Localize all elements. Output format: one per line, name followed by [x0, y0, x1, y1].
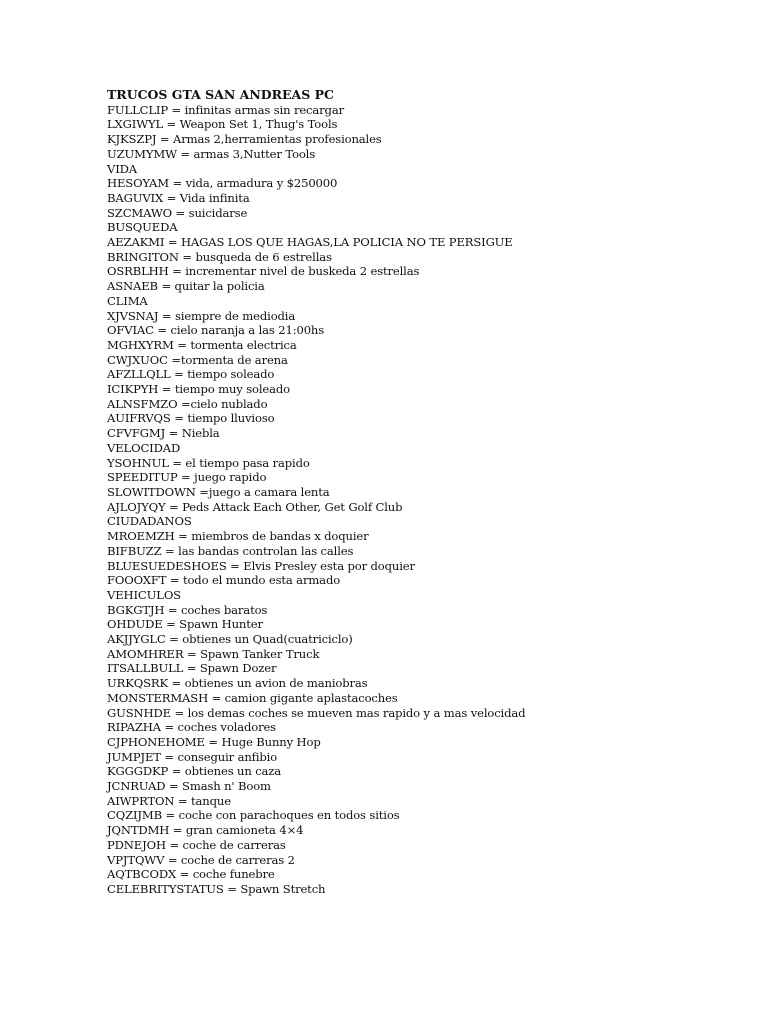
text-line: AFZLLQLL = tiempo soleado [107, 367, 275, 382]
text-line: ITSALLBULL = Spawn Dozer [107, 661, 277, 676]
text-line: AIWPRTON = tanque [107, 793, 231, 808]
text-line: BUSQUEDA [107, 220, 178, 235]
text-line: CQZIJMB = coche con parachoques en todos sitios [107, 808, 400, 823]
text-line: JUMPJET = conseguir anfibio [107, 749, 278, 764]
text-line: VELOCIDAD [107, 440, 181, 455]
text-line: BLUESUEDESHOES = Elvis Presley esta por doquier [107, 558, 415, 573]
text-line: BGKGTJH = coches baratos [107, 602, 268, 617]
text-line: URKQSRK = obtienes un avion de maniobras [107, 676, 368, 691]
text-line: SLOWITDOWN =juego a camara lenta [107, 484, 330, 499]
text-line: OSRBLHH = incrementar nivel de buskeda 2 estrellas [107, 264, 420, 279]
text-line: BIFBUZZ = las bandas controlan las calles [107, 543, 354, 558]
text-line: AKJJYGLC = obtienes un Quad(cuatriciclo) [107, 632, 353, 647]
text-line: CIUDADANOS [107, 514, 192, 529]
text-line: LXGIWYL = Weapon Set 1, Thug's Tools [107, 117, 338, 132]
text-line: CWJXUOC =tormenta de arena [107, 352, 288, 367]
text-line: FULLCLIP = infinitas armas sin recargar [107, 102, 344, 117]
text-line: ALNSFMZO =cielo nublado [107, 396, 268, 411]
text-line: SPEEDITUP = juego rapido [107, 470, 267, 485]
document-title: TRUCOS GTA SAN ANDREAS PC [107, 87, 334, 102]
document-page [107, 88, 747, 897]
text-line: KGGGDKP = obtienes un caza [107, 764, 282, 779]
text-line: GUSNHDE = los demas coches se mueven mas rapido y a mas velocidad [107, 705, 526, 720]
text-line: BRINGITON = busqueda de 6 estrellas [107, 249, 332, 264]
text-line: CJPHONEHOME = Huge Bunny Hop [107, 734, 321, 749]
text-line: AQTBCODX = coche funebre [107, 867, 275, 882]
cheat-list [107, 103, 747, 897]
text-line: JQNTDMH = gran camioneta 4×4 [107, 823, 304, 838]
text-line: CLIMA [107, 293, 148, 308]
text-line: ICIKPYH = tiempo muy soleado [107, 382, 290, 397]
text-line: JCNRUAD = Smash n' Boom [107, 779, 271, 794]
text-line: CELEBRITYSTATUS = Spawn Stretch [107, 881, 326, 896]
text-line: VIDA [107, 161, 138, 176]
text-line: MROEMZH = miembros de bandas x doquier [107, 529, 369, 544]
text-line: KJKSZPJ = Armas 2,herramientas profesionales [107, 132, 382, 147]
text-line: UZUMYMW = armas 3,Nutter Tools [107, 146, 316, 161]
text-line: AUIFRVQS = tiempo lluvioso [107, 411, 275, 426]
text-line: YSOHNUL = el tiempo pasa rapido [107, 455, 310, 470]
text-line: ASNAEB = quitar la policia [107, 279, 265, 294]
text-line: HESOYAM = vida, armadura y $250000 [107, 176, 338, 191]
text-line: VPJTQWV = coche de carreras 2 [107, 852, 295, 867]
text-line: BAGUVIX = Vida infinita [107, 190, 250, 205]
text-line: OHDUDE = Spawn Hunter [107, 617, 263, 632]
text-line: CFVFGMJ = Niebla [107, 426, 220, 441]
text-line: FOOOXFT = todo el mundo esta armado [107, 573, 341, 588]
text-line: RIPAZHA = coches voladores [107, 720, 276, 735]
text-line: SZCMAWO = suicidarse [107, 205, 248, 220]
text-line: MGHXYRM = tormenta electrica [107, 337, 297, 352]
text-line: AJLOJYQY = Peds Attack Each Other, Get Golf Club [107, 499, 403, 514]
text-line: PDNEJOH = coche de carreras [107, 837, 286, 852]
text-line: OFVIAC = cielo naranja a las 21:00hs [107, 323, 325, 338]
text-line: MONSTERMASH = camion gigante aplastacoches [107, 690, 398, 705]
text-line: AMOMHRER = Spawn Tanker Truck [107, 646, 320, 661]
text-line: XJVSNAJ = siempre de mediodia [107, 308, 296, 323]
text-line: VEHICULOS [107, 587, 181, 602]
text-line: AEZAKMI = HAGAS LOS QUE HAGAS,LA POLICIA NO TE PERSIGUE [107, 235, 513, 250]
